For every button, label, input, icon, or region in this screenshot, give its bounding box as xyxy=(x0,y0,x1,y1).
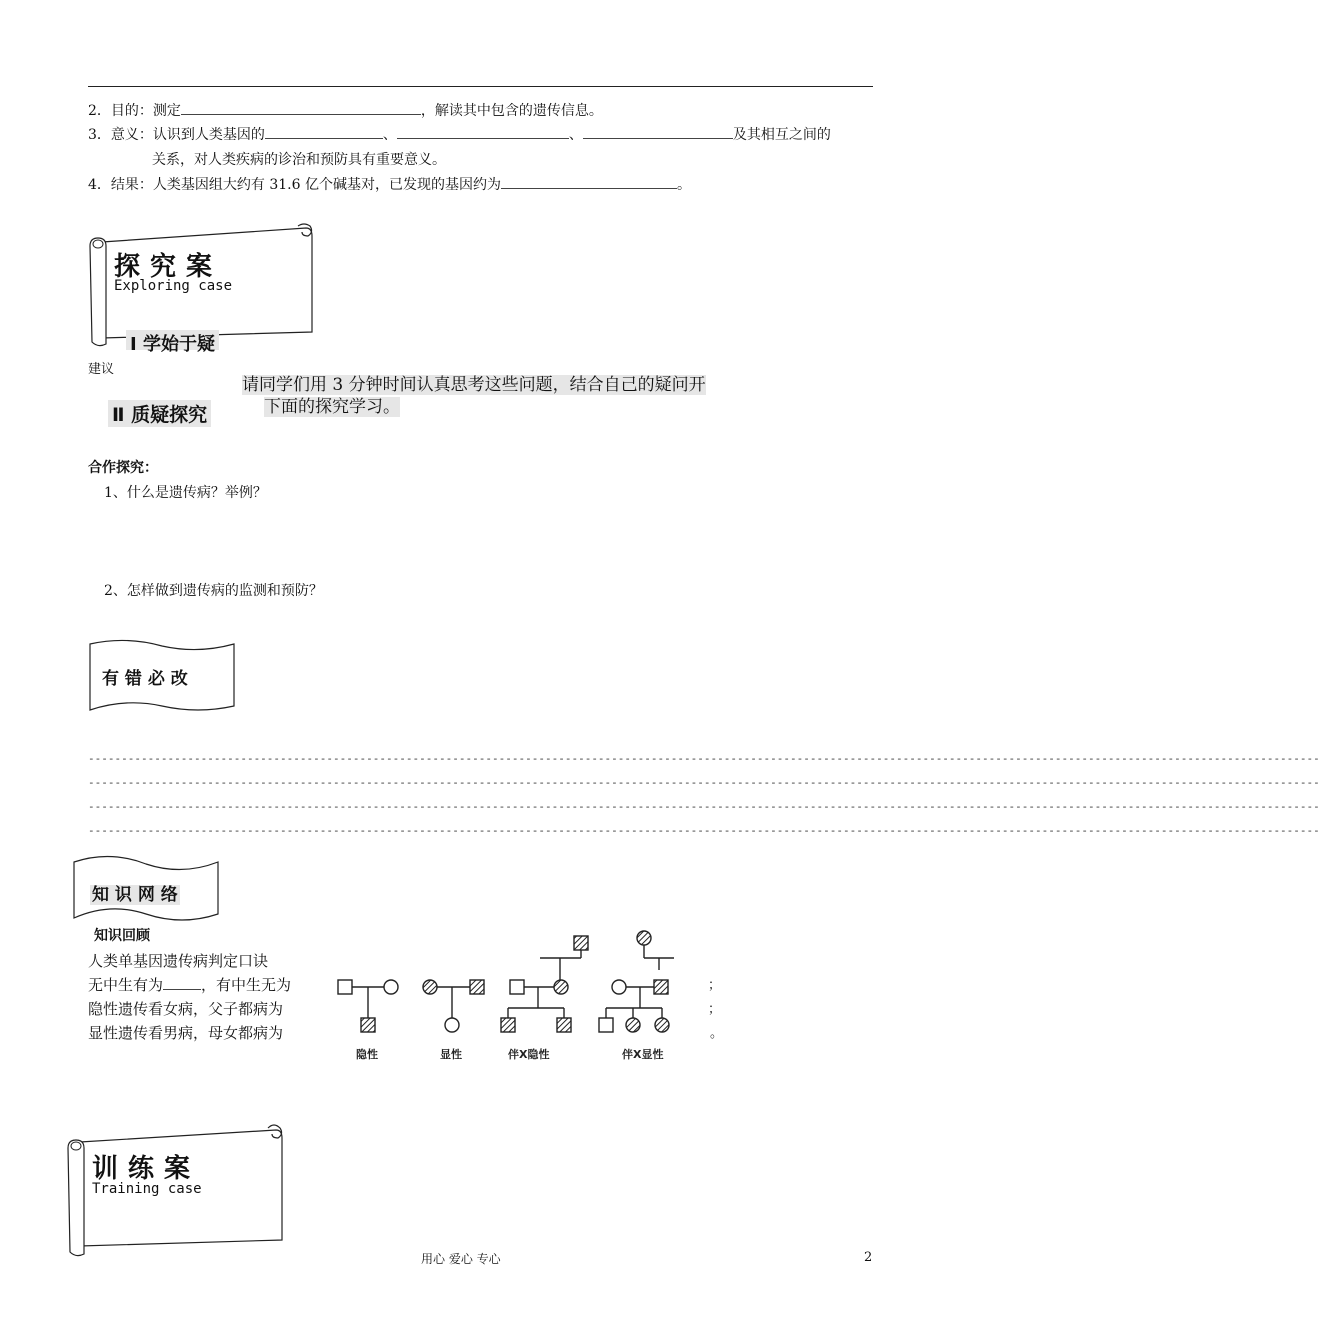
section-2-label: Ⅱ 质疑探究 xyxy=(108,400,211,427)
review-heading: 知识回顾 xyxy=(94,928,150,944)
footer-motto: 用心 爱心 专心 xyxy=(421,1252,501,1266)
correction-box-label: 有 错 必 改 xyxy=(102,669,188,689)
intro-item-4: 4．结果：人类基因组大约有 31.6 亿个碱基对，已发现的基因约为 。 xyxy=(88,174,691,194)
coop-question-1: 1、什么是遗传病？举例？ xyxy=(104,485,267,501)
knowledge-banner-label: 知 识 网 络 xyxy=(92,885,178,905)
pedigree-dominant xyxy=(423,980,484,1032)
answer-line[interactable]: ------------------------------------------------------------------------------------------------------------------------------------------------------------------------------------------ xyxy=(88,752,1320,765)
blank-field[interactable] xyxy=(181,100,421,115)
intro-item-3: 3．意义：认识到人类基因的 、 、 及其相互之间的 xyxy=(88,124,831,144)
answer-line[interactable]: ------------------------------------------------------------------------------------------------------------------------------------------------------------------------------------------ xyxy=(88,800,1320,813)
review-tail-1: ； xyxy=(708,978,722,993)
instruction-line-2: 下面的探究学习。 xyxy=(264,397,400,417)
blank-field[interactable] xyxy=(397,124,569,139)
explore-subtitle: Exploring case xyxy=(114,278,233,294)
coop-heading: 合作探究： xyxy=(88,460,158,476)
pedigree-label-x-recessive: 伴X隐性 xyxy=(508,1048,550,1061)
review-tail-3: 。 xyxy=(710,1026,724,1041)
pedigree-recessive xyxy=(338,980,398,1032)
section-1-label: Ⅰ 学始于疑 xyxy=(126,330,219,350)
blank-field[interactable] xyxy=(501,174,677,189)
pedigree-x-recessive xyxy=(501,936,588,1032)
answer-line[interactable]: ------------------------------------------------------------------------------------------------------------------------------------------------------------------------------------------ xyxy=(88,824,1320,837)
review-line-1: 人类单基因遗传病判定口诀 xyxy=(88,952,269,970)
training-title: 训练案 xyxy=(92,1154,201,1184)
blank-field[interactable] xyxy=(163,975,201,990)
review-line-2: 无中生有为 ，有中生无为 xyxy=(88,976,292,994)
page-number: 2 xyxy=(864,1250,873,1265)
pedigree-label-x-dominant: 伴X显性 xyxy=(622,1048,664,1061)
intro-item-2: 2．目的：测定 ，解读其中包含的遗传信息。 xyxy=(88,100,603,120)
suggest-label: 建议 xyxy=(88,362,115,377)
intro-item-3-line2: 关系，对人类疾病的诊治和预防具有重要意义。 xyxy=(152,152,446,168)
explore-title: 探究案 xyxy=(114,252,223,282)
review-line-3: 隐性遗传看女病，父子都病为 xyxy=(88,1000,284,1018)
blank-field[interactable] xyxy=(265,124,383,139)
coop-question-2: 2、怎样做到遗传病的监测和预防？ xyxy=(104,583,323,599)
review-line-4: 显性遗传看男病，母女都病为 xyxy=(88,1024,284,1042)
review-tail-2: ； xyxy=(708,1002,722,1017)
pedigree-label-recessive: 隐性 xyxy=(356,1048,378,1061)
pedigree-label-dominant: 显性 xyxy=(440,1048,462,1061)
pedigree-diagrams xyxy=(328,918,704,1068)
training-subtitle: Training case xyxy=(92,1181,202,1197)
pedigree-x-dominant xyxy=(599,931,674,1032)
answer-line[interactable]: ------------------------------------------------------------------------------------------------------------------------------------------------------------------------------------------ xyxy=(88,776,1320,789)
header-rule xyxy=(88,86,873,87)
blank-field[interactable] xyxy=(583,124,733,139)
instruction-line-1: 请同学们用 3 分钟时间认真思考这些问题，结合自己的疑问开 xyxy=(242,375,706,395)
